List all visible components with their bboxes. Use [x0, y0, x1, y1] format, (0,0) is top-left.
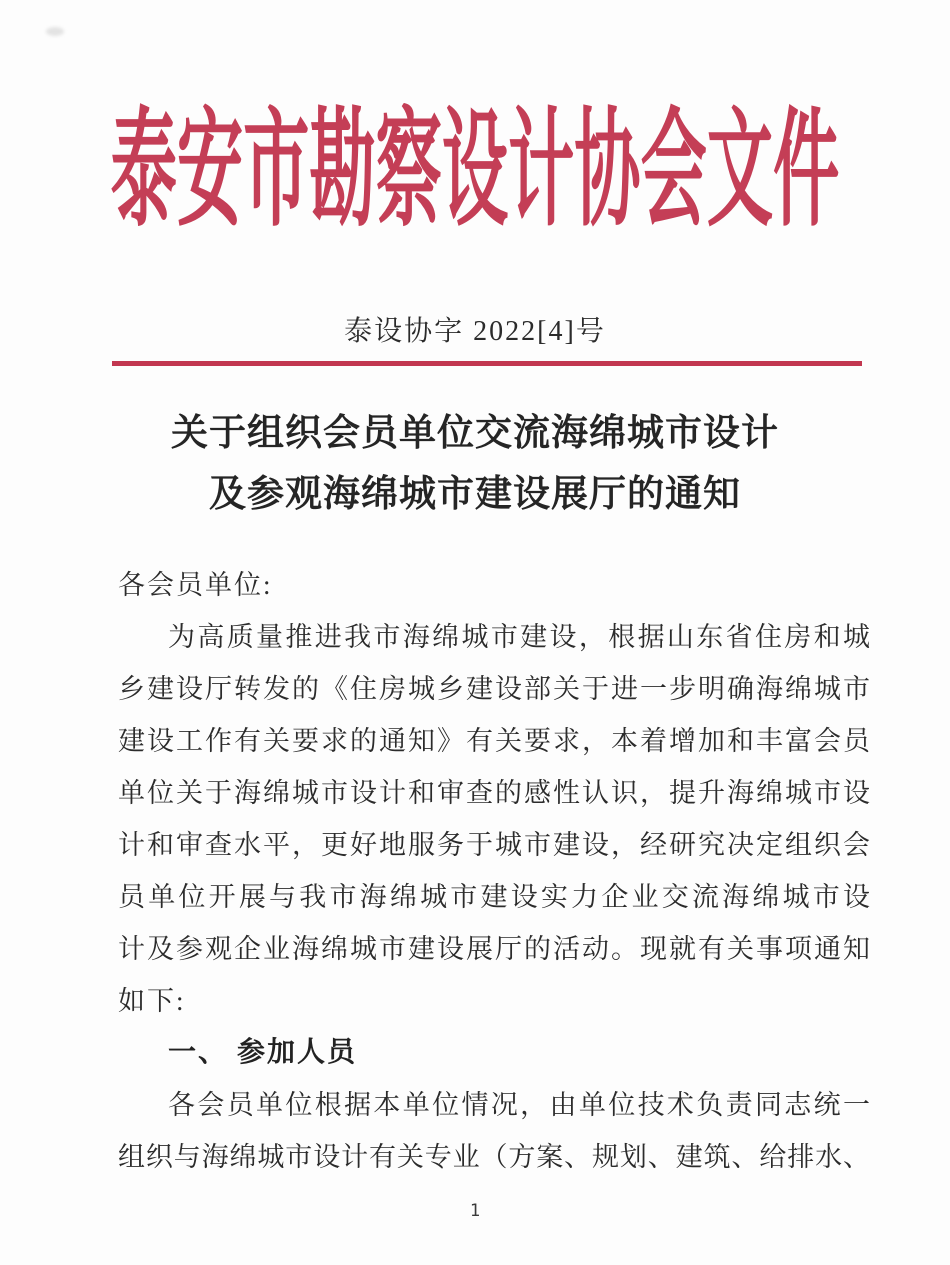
salutation: 各会员单位: — [118, 570, 273, 600]
paragraph1-line8: 如下: — [118, 986, 186, 1016]
paragraph1-line7: 计及参观企业海绵城市建设展厅的活动。现就有关事项通知 — [118, 934, 870, 964]
notice-title — [0, 402, 950, 524]
page-number: 1 — [469, 1201, 481, 1221]
notice-title-line2: 及参观海绵城市建设展厅的通知 — [209, 473, 741, 514]
paragraph1-line5: 计和审查水平，更好地服务于城市建设，经研究决定组织会 — [118, 830, 870, 860]
scan-smudge-artifact — [46, 27, 64, 36]
paragraph1-line6: 员单位开展与我市海绵城市建设实力企业交流海绵城市设 — [118, 882, 870, 912]
letterhead-title: 泰安市勘察设计协会文件 — [110, 99, 840, 243]
section1-heading: 一、 参加人员 — [168, 1037, 358, 1068]
paragraph1-line2: 乡建设厅转发的《住房城乡建设部关于进一步明确海绵城市 — [118, 674, 870, 704]
notice-title-line1: 关于组织会员单位交流海绵城市设计 — [171, 412, 779, 453]
paragraph2-line1: 各会员单位根据本单位情况，由单位技术负责同志统一 — [168, 1090, 870, 1120]
notice-body — [118, 559, 870, 1183]
red-divider-line — [112, 361, 862, 366]
document-number: 泰设协字 2022[4]号 — [344, 316, 606, 347]
paragraph1-line1: 为高质量推进我市海绵城市建设，根据山东省住房和城 — [168, 622, 870, 652]
paragraph1-line4: 单位关于海绵城市设计和审查的感性认识，提升海绵城市设 — [118, 778, 870, 808]
paragraph2-line2: 组织与海绵城市设计有关专业（方案、规划、建筑、给排水、 — [118, 1142, 870, 1172]
paragraph1-line3: 建设工作有关要求的通知》有关要求，本着增加和丰富会员 — [118, 726, 870, 756]
